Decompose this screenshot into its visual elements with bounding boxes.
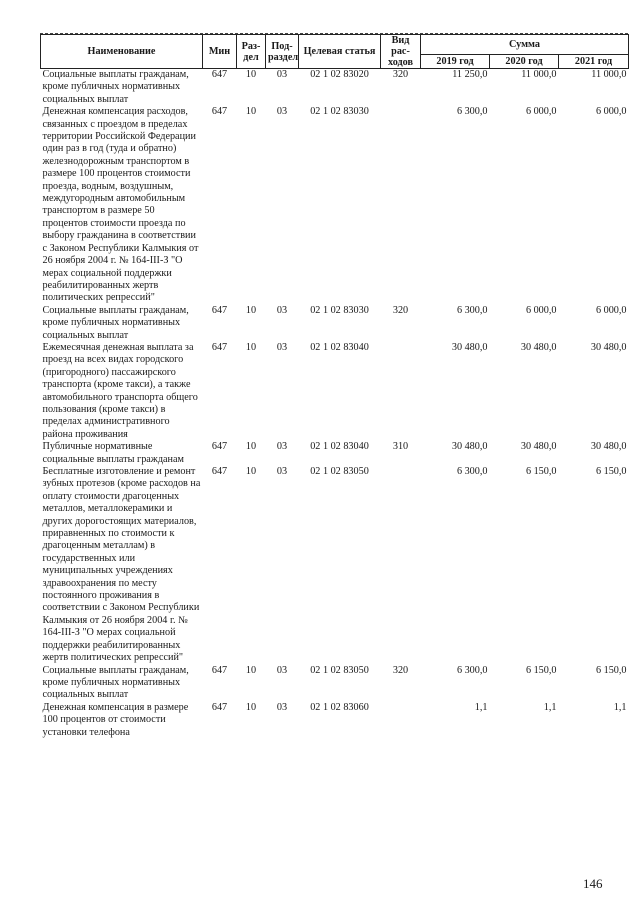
row-sum-2019: 1,1 xyxy=(474,701,488,713)
row-sum-2021: 6 150,0 xyxy=(595,664,627,676)
row-vid: 310 xyxy=(392,441,409,453)
row-name: Публичные нормативные социальные выплаты гражданам xyxy=(42,441,184,465)
row-podrazdel: 03 xyxy=(276,69,288,80)
row-target: 02 1 02 83040 xyxy=(310,341,369,353)
row-name: Социальные выплаты гражданам, кроме публичных нормативных социальных выплат xyxy=(42,664,189,701)
row-podrazdel: 03 xyxy=(276,466,288,477)
header-2021: 2021 год xyxy=(559,54,629,68)
row-target: 02 1 02 83050 xyxy=(310,466,369,477)
table-body xyxy=(41,69,629,739)
row-name: Денежная компенсация расходов, связанных с проездом в пределах территории Российской Федерации один раз в год (туда и обратно) железнодорожным транспортом в размере 100 процентов стоимости проезда, водным, воздушным, междугородным автомобильным транспортом в размере 50 процентов стоимости проезда по выбору гражданина в соответствии с Законом Республики Калмыкия от 26 ноября 2004 г. № 164-III-З "О мерах социальной поддержки реабилитированных жертв политических репрессий" xyxy=(42,106,199,304)
header-sum: Сумма xyxy=(421,35,629,55)
row-vid xyxy=(381,466,421,665)
row-sum-2020: 1,1 xyxy=(543,701,557,713)
row-min: 647 xyxy=(211,664,228,676)
table-row xyxy=(41,466,629,665)
table-header xyxy=(41,35,629,69)
row-razdel: 10 xyxy=(245,701,257,713)
row-sum-2020: 30 480,0 xyxy=(520,341,557,353)
row-sum-2021: 6 000,0 xyxy=(595,106,627,118)
row-razdel: 10 xyxy=(245,441,257,453)
row-sum-2019: 6 300,0 xyxy=(456,466,488,477)
table-row xyxy=(41,69,629,107)
row-podrazdel: 03 xyxy=(276,106,288,118)
row-sum-2019: 30 480,0 xyxy=(451,441,488,453)
row-min: 647 xyxy=(211,106,228,118)
header-2019: 2019 год xyxy=(421,54,490,68)
row-sum-2021: 1,1 xyxy=(613,701,627,713)
row-podrazdel: 03 xyxy=(276,701,288,713)
row-vid: 320 xyxy=(392,69,409,80)
table-row xyxy=(41,305,629,342)
row-podrazdel: 03 xyxy=(276,441,288,453)
row-sum-2019: 6 300,0 xyxy=(456,106,488,118)
header-vid: Вид рас-ходов xyxy=(381,35,421,69)
row-name: Социальные выплаты гражданам, кроме публичных нормативных социальных выплат xyxy=(42,69,189,105)
row-vid xyxy=(381,702,421,739)
table-row xyxy=(41,441,629,466)
row-sum-2020: 6 000,0 xyxy=(525,304,557,316)
header-podrazdel: Под-раздел xyxy=(266,35,299,69)
row-razdel: 10 xyxy=(245,304,257,316)
row-vid xyxy=(381,106,421,305)
header-min: Мин xyxy=(203,35,237,69)
budget-table xyxy=(40,34,629,739)
header-target: Целевая статья xyxy=(299,35,381,69)
row-target: 02 1 02 83040 xyxy=(310,441,369,453)
row-name: Социальные выплаты гражданам, кроме публичных нормативных социальных выплат xyxy=(42,304,189,341)
row-target: 02 1 02 83030 xyxy=(310,106,369,118)
row-podrazdel: 03 xyxy=(276,341,288,353)
table-row xyxy=(41,702,629,739)
row-sum-2019: 6 300,0 xyxy=(456,304,488,316)
row-target: 02 1 02 83030 xyxy=(310,304,369,316)
row-razdel: 10 xyxy=(245,341,257,353)
row-min: 647 xyxy=(211,341,228,353)
row-vid: 320 xyxy=(392,304,409,316)
row-razdel: 10 xyxy=(245,664,257,676)
row-sum-2019: 6 300,0 xyxy=(456,664,488,676)
row-vid: 320 xyxy=(392,664,409,676)
row-sum-2021: 6 150,0 xyxy=(595,466,627,477)
row-sum-2019: 11 250,0 xyxy=(452,69,488,80)
row-razdel: 10 xyxy=(245,106,257,118)
row-min: 647 xyxy=(211,69,228,80)
row-podrazdel: 03 xyxy=(276,304,288,316)
row-sum-2021: 11 000,0 xyxy=(591,69,627,80)
row-sum-2021: 6 000,0 xyxy=(595,304,627,316)
row-target: 02 1 02 83050 xyxy=(310,664,369,676)
row-sum-2019: 30 480,0 xyxy=(451,341,488,353)
row-sum-2020: 6 150,0 xyxy=(525,466,557,477)
header-2020: 2020 год xyxy=(490,54,559,68)
row-sum-2021: 30 480,0 xyxy=(590,341,627,353)
row-target: 02 1 02 83060 xyxy=(310,701,369,713)
row-name: Бесплатные изготовление и ремонт зубных протезов (кроме расходов на оплату стоимости драгоценных металлов, металлокерамики и других дорогостоящих материалов, приравненных по стоимости к драгоценным металлам) в государственных или муниципальных учреждениях здравоохранения по месту постоянного проживания в соответствии с Законом Республики Калмыкия от 26 ноября 2004 г. № 164-III-З "О мерах социальной поддержки реабилитированных жертв политических репрессий" xyxy=(42,466,201,664)
row-sum-2020: 6 000,0 xyxy=(525,106,557,118)
row-vid xyxy=(381,342,421,441)
row-razdel: 10 xyxy=(245,466,257,477)
page-number: 146 xyxy=(583,876,603,891)
row-name: Ежемесячная денежная выплата за проезд на всех видах городского (пригородного) пассажирского транспорта (кроме такси), а также автомобильного транспорта общего пользования (кроме такси) в пределах административного района проживания xyxy=(42,341,198,440)
table-row xyxy=(41,342,629,441)
row-sum-2020: 11 000,0 xyxy=(521,69,557,80)
table-row xyxy=(41,665,629,702)
row-min: 647 xyxy=(211,701,228,713)
row-min: 647 xyxy=(211,304,228,316)
row-min: 647 xyxy=(211,441,228,453)
row-sum-2020: 6 150,0 xyxy=(525,664,557,676)
row-name: Денежная компенсация в размере 100 процентов от стоимости установки телефона xyxy=(42,701,189,738)
row-razdel: 10 xyxy=(245,69,257,80)
row-podrazdel: 03 xyxy=(276,664,288,676)
table-row xyxy=(41,106,629,305)
row-target: 02 1 02 83020 xyxy=(310,69,369,80)
header-name: Наименование xyxy=(41,35,203,69)
row-sum-2021: 30 480,0 xyxy=(590,441,627,453)
header-razdel: Раз-дел xyxy=(237,35,266,69)
row-min: 647 xyxy=(211,466,228,477)
row-sum-2020: 30 480,0 xyxy=(520,441,557,453)
